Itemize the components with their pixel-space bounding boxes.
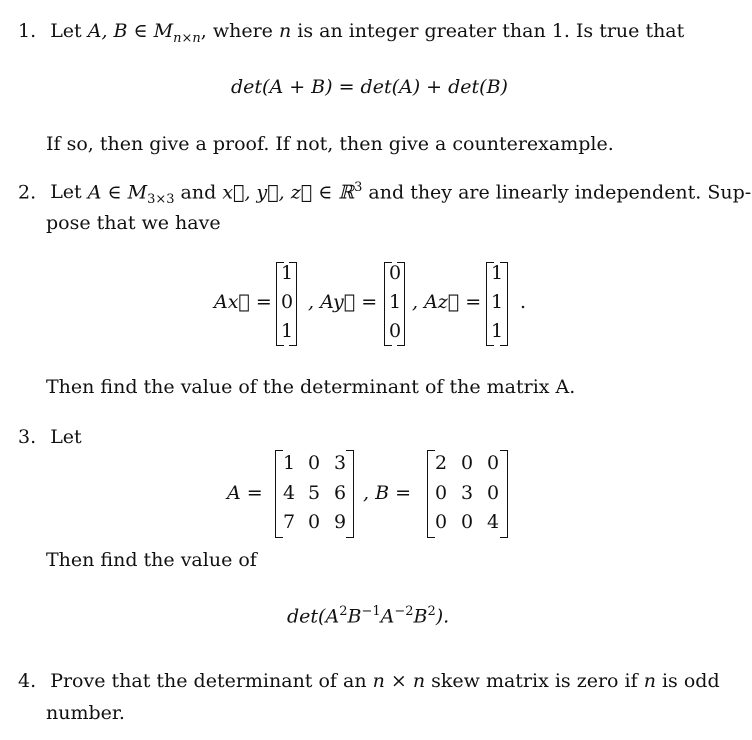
matrix-a-cell: 5: [307, 482, 321, 504]
matrix-a-cell: 0: [307, 452, 321, 474]
matrix-b-cell: 0: [486, 452, 500, 474]
equation-period: .: [520, 291, 527, 313]
problem-2-number: 2.: [18, 181, 37, 204]
lhs-ay: , Ay⃗ =: [308, 291, 378, 313]
problem-2-line-1: 2. Let A ∈ $M_{3\times 3}$ and x⃗, y⃗, z⃗ ∈ ℝ$^3$ and they are linearly independent. Sup-: [18, 180, 752, 208]
lhs-matrix-a: A =: [227, 482, 263, 504]
matrix-a-cell: 6: [333, 482, 347, 504]
problem-4-number: 4.: [18, 670, 37, 692]
matrix-b-cell: 0: [460, 511, 474, 533]
problem-1-number: 1.: [18, 20, 37, 42]
vector-ax-entry: 1: [280, 320, 294, 342]
vector-ax-entry: 1: [280, 262, 294, 284]
problem-4-line-2: number.: [46, 702, 125, 724]
vector-az-entry: 1: [490, 291, 504, 313]
matrix-a-cell: 4: [282, 482, 296, 504]
vector-ay-entry: 0: [388, 320, 402, 342]
lhs-ax: Ax⃗ =: [214, 291, 272, 313]
problem-2-follow: Then find the value of the determinant of the matrix A.: [46, 376, 576, 398]
problem-2-line-2: pose that we have: [46, 212, 221, 234]
matrix-b-cell: 0: [434, 482, 448, 504]
matrix-a-cell: 0: [307, 511, 321, 533]
vector-az-entry: 1: [490, 320, 504, 342]
matrix-b-cell: 4: [486, 511, 500, 533]
vector-ax-entry: 0: [280, 291, 294, 313]
problem-1-math: A, B ∈ M: [87, 20, 174, 42]
problem-1-follow: If so, then give a proof. If not, then give a counterexample.: [46, 133, 614, 155]
matrix-a-cell: 7: [282, 511, 296, 533]
matrix-b-cell: 0: [434, 511, 448, 533]
vector-az-entry: 1: [490, 262, 504, 284]
problem-4-line-1: 4. Prove that the determinant of an n × n skew matrix is zero if n is odd: [18, 670, 720, 692]
problem-3-number: 3.: [18, 426, 37, 448]
matrix-a-cell: 9: [333, 511, 347, 533]
problem-3-expression: $\det(A^2B^{-1}A^{-2}B^2)$.: [287, 604, 450, 628]
matrix-a-cell: 1: [282, 452, 296, 474]
problem-1-line-1: 1. Let A, B ∈ $M_{n\times n}$, where n is an integer greater than 1. Is true that: [18, 20, 685, 46]
matrix-a-cell: 3: [333, 452, 347, 474]
matrix-b-cell: 3: [460, 482, 474, 504]
lhs-matrix-b: , B =: [363, 482, 412, 504]
matrix-b-cell: 0: [486, 482, 500, 504]
problem-3-follow: Then find the value of: [46, 549, 257, 571]
lhs-az: , Az⃗ =: [412, 291, 482, 313]
problem-2-vectors: x⃗, y⃗, z⃗ ∈ ℝ: [222, 181, 355, 204]
matrix-b-cell: 0: [460, 452, 474, 474]
matrix-b-cell: 2: [434, 452, 448, 474]
vector-ay-entry: 0: [388, 262, 402, 284]
problem-1-equation: det(A + B) = det(A) + det(B): [231, 76, 508, 98]
problem-3-line-1: 3. Let: [18, 426, 82, 448]
vector-ay-entry: 1: [388, 291, 402, 313]
